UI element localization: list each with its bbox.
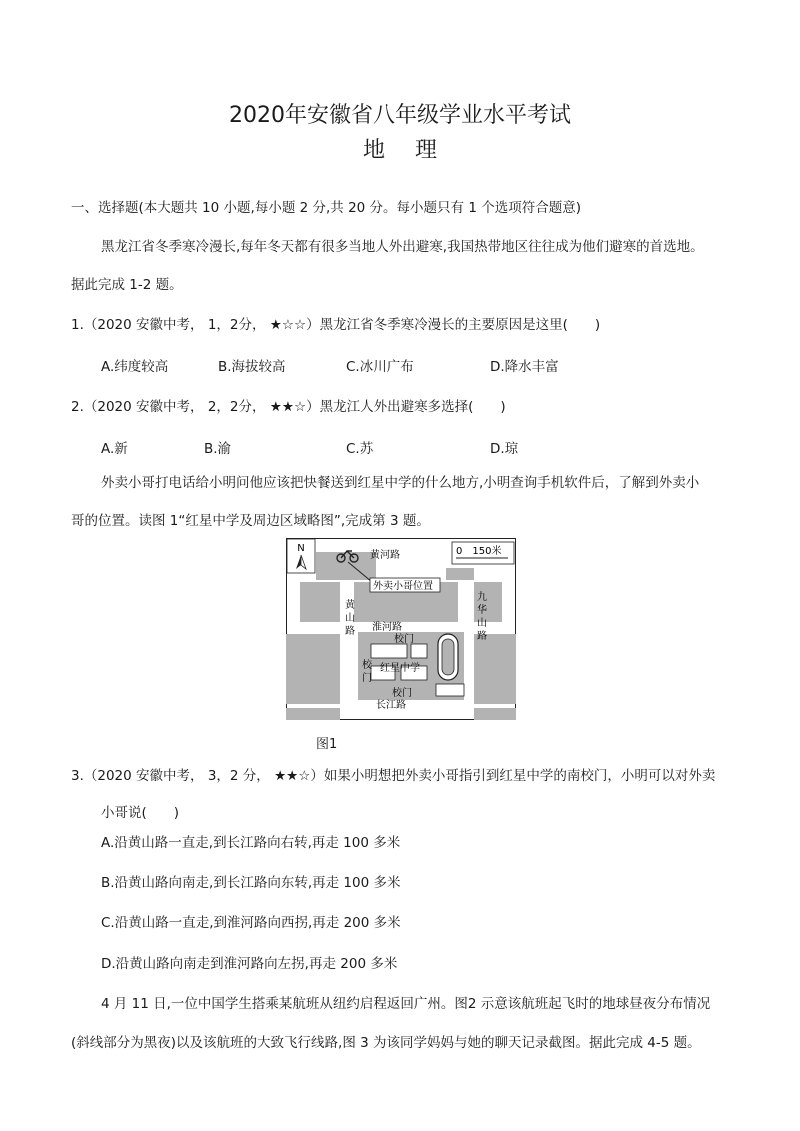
scale-label: 0 150米 xyxy=(456,546,502,557)
question-3-option-a: A.沿黄山路一直走,到长江路向右转,再走 100 多米 xyxy=(101,835,401,851)
school-area-map xyxy=(286,538,516,720)
question-3-stem-line-1: 3.（2020 安徽中考， 3，2 分， ★★☆）如果小明想把外卖小哥指引到红星中学的南校门，小明可以对外卖 xyxy=(71,768,716,784)
section-heading: 一、选择题(本大题共 10 小题,每小题 2 分,共 20 分。每小题只有 1 个选项符合题意) xyxy=(71,200,581,216)
subject-title: 地理 xyxy=(362,138,467,163)
question-3-option-c: C.沿黄山路一直走,到淮河路向西拐,再走 200 多米 xyxy=(101,915,401,931)
figure-1-caption: 图1 xyxy=(316,737,338,752)
road-jiuhuashan-char-3: 山 xyxy=(477,618,487,629)
road-huangshan-char-2: 山 xyxy=(345,613,355,624)
question-3-option-b: B.沿黄山路向南走,到长江路向东转,再走 100 多米 xyxy=(101,875,401,891)
passage-1-line-1: 黑龙江省冬季寒冷漫长,每年冬天都有很多当地人外出避寒,我国热带地区往往成为他们避寒的首选地。 xyxy=(101,239,704,255)
north-gate-label: 校门 xyxy=(394,634,414,645)
north-label: N xyxy=(297,543,305,554)
west-gate-char-1: 校 xyxy=(362,660,372,671)
road-jiuhuashan-char-1: 九 xyxy=(477,592,487,603)
road-huangshan-char-3: 路 xyxy=(345,626,355,637)
exam-title: 2020年安徽省八年级学业水平考试 xyxy=(229,103,571,128)
question-1-option-c: C.冰川广布 xyxy=(346,359,414,375)
road-huangshan-char-1: 黄 xyxy=(345,600,355,611)
question-1-stem: 1.（2020 安徽中考， 1，2分， ★☆☆）黑龙江省冬季寒冷漫长的主要原因是这里( ) xyxy=(71,317,601,333)
west-gate-char-2: 门 xyxy=(362,673,372,684)
question-2-option-a: A.新 xyxy=(101,441,128,457)
road-changjiang-label: 长江路 xyxy=(376,700,406,711)
question-2-option-c: C.苏 xyxy=(346,441,374,457)
road-huaihe-label: 淮河路 xyxy=(372,622,402,633)
passage-2-line-1: 外卖小哥打电话给小明问他应该把快餐送到红星中学的什么地方,小明查询手机软件后，了解到外卖小 xyxy=(101,475,700,491)
question-2-stem: 2.（2020 安徽中考， 2，2分， ★★☆）黑龙江人外出避寒多选择( ) xyxy=(71,399,506,415)
south-gate-label: 校门 xyxy=(392,688,412,699)
question-2-option-d: D.琼 xyxy=(490,441,519,457)
question-1-option-b: B.海拔较高 xyxy=(218,359,286,375)
road-huanghe-label: 黄河路 xyxy=(370,550,400,561)
school-label: 红星中学 xyxy=(380,663,420,674)
road-jiuhuashan-char-4: 路 xyxy=(477,631,487,642)
road-jiuhuashan-char-2: 华 xyxy=(477,605,487,616)
question-3-stem-line-2: 小哥说( ) xyxy=(101,805,180,821)
courier-location-label: 外卖小哥位置 xyxy=(373,581,433,592)
passage-1-line-2: 据此完成 1-2 题。 xyxy=(71,277,183,293)
passage-2-line-2: 哥的位置。读图 1“红星中学及周边区域略图”,完成第 3 题。 xyxy=(71,513,430,529)
passage-3-line-1: 4 月 11 日,一位中国学生搭乘某航班从纽约启程返回广州。图2 示意该航班起飞时的地球昼夜分布情况 xyxy=(101,996,711,1012)
passage-3-line-2: (斜线部分为黑夜)以及该航班的大致飞行线路,图 3 为该同学妈妈与她的聊天记录截图。据此完成 4-5 题。 xyxy=(71,1035,701,1051)
question-1-option-a: A.纬度较高 xyxy=(101,359,169,375)
question-2-option-b: B.渝 xyxy=(204,441,232,457)
question-3-option-d: D.沿黄山路向南走到淮河路向左拐,再走 200 多米 xyxy=(101,956,398,972)
question-1-option-d: D.降水丰富 xyxy=(490,359,559,375)
